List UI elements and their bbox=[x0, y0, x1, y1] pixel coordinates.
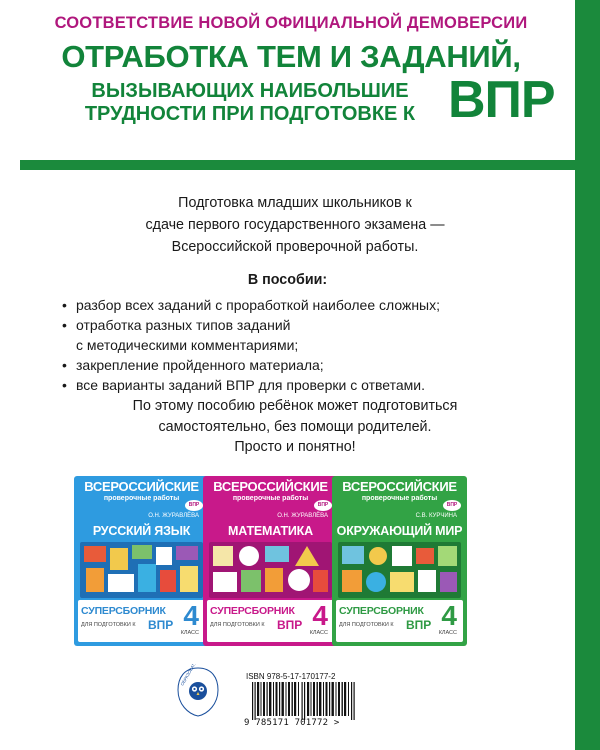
vpr-badge-icon: ВПР bbox=[314, 500, 332, 511]
intro-text bbox=[40, 192, 550, 258]
barcode-icon bbox=[250, 682, 358, 720]
vpr-badge-icon: ВПР bbox=[443, 500, 461, 511]
book-grade-number: 4 bbox=[183, 600, 199, 631]
book-series-title: ВСЕРОССИЙСКИЕ bbox=[84, 479, 199, 494]
bullet-icon: • bbox=[62, 357, 67, 373]
book-grade-number: 4 bbox=[312, 600, 328, 631]
book-grade-label: КЛАСС bbox=[438, 630, 457, 636]
book-prep-label: ДЛЯ ПОДГОТОВКИ К bbox=[210, 622, 265, 628]
book-title: РУССКИЙ ЯЗЫК bbox=[92, 524, 191, 538]
book-author: О.Н. ЖУРАВЛЁВА bbox=[148, 513, 199, 519]
book-series-subtitle: проверочные работы bbox=[361, 495, 438, 502]
list-item bbox=[62, 375, 562, 395]
list-item-text: отработка разных типов заданий bbox=[76, 317, 291, 333]
book-illustration-icon bbox=[338, 542, 461, 598]
list-item-text: все варианты заданий ВПР для проверки с ответами. bbox=[76, 377, 425, 393]
book-prep-label: ДЛЯ ПОДГОТОВКИ К bbox=[81, 622, 136, 628]
book-footer bbox=[207, 600, 334, 642]
book-exam-label: ВПР bbox=[277, 618, 303, 632]
list-item bbox=[62, 355, 562, 375]
book-illustration-icon bbox=[80, 542, 203, 598]
list-item-continuation bbox=[62, 335, 562, 355]
isbn-label: ISBN 978-5-17-170177-2 bbox=[246, 672, 336, 681]
book-cover-russian bbox=[74, 476, 209, 646]
book-cover-world bbox=[332, 476, 467, 646]
book-series-title: ВСЕРОССИЙСКИЕ bbox=[342, 479, 457, 494]
book-series-subtitle: проверочные работы bbox=[103, 495, 180, 502]
barcode-number: 9 785171 701772 > bbox=[244, 718, 340, 728]
outro-line: самостоятельно, без помощи родителей. bbox=[158, 418, 432, 435]
green-spine-stripe bbox=[575, 0, 600, 750]
intro-line: Подготовка младших школьников к bbox=[178, 195, 412, 211]
book-series-subtitle: проверочные работы bbox=[232, 495, 309, 502]
outro-line: По этому пособию ребёнок может подготовиться bbox=[132, 398, 458, 414]
book-title: ОКРУЖАЮЩИЙ МИР bbox=[336, 524, 463, 538]
book-author: О.Н. ЖУРАВЛЁВА bbox=[277, 513, 328, 519]
book-exam-label: ВПР bbox=[148, 618, 174, 632]
green-divider-band bbox=[20, 160, 575, 170]
book-prep-label: ДЛЯ ПОДГОТОВКИ К bbox=[339, 622, 394, 628]
book-footer bbox=[78, 600, 205, 642]
publisher-logo bbox=[174, 664, 222, 720]
list-item-text: закрепление пройденного материала; bbox=[76, 357, 324, 373]
book-grade-label: КЛАСС bbox=[309, 630, 328, 636]
book-collection-label: СУПЕРСБОРНИК bbox=[210, 605, 295, 617]
isbn-block bbox=[244, 672, 366, 730]
bullet-icon: • bbox=[62, 317, 67, 333]
vpr-big-label: ВПР bbox=[448, 71, 555, 129]
subtitle-line-1: ВЫЗЫВАЮЩИХ НАИБОЛЬШИЕ bbox=[91, 80, 409, 102]
book-grade-number: 4 bbox=[441, 600, 457, 631]
owl-logo-icon bbox=[174, 664, 222, 720]
book-author: С.В. КУРЧИНА bbox=[415, 513, 457, 519]
intro-line: Всероссийской проверочной работы. bbox=[171, 239, 419, 255]
book-series-row bbox=[60, 476, 540, 646]
bullet-icon: • bbox=[62, 377, 67, 393]
list-item-text: разбор всех заданий с проработкой наиболее сложных; bbox=[76, 297, 440, 313]
outro-line: Просто и понятно! bbox=[234, 439, 356, 455]
demo-version-line: СООТВЕТСТВИЕ НОВОЙ ОФИЦИАЛЬНОЙ ДЕМОВЕРСИИ bbox=[54, 14, 528, 32]
list-item bbox=[62, 315, 562, 335]
book-collection-label: СУПЕРСБОРНИК bbox=[339, 605, 424, 617]
intro-line: сдаче первого государственного экзамена — bbox=[145, 217, 445, 233]
list-item-text: с методическими комментариями; bbox=[76, 337, 299, 353]
main-title: ОТРАБОТКА ТЕМ И ЗАДАНИЙ, bbox=[61, 39, 521, 74]
book-illustration-icon bbox=[209, 542, 332, 598]
book-exam-label: ВПР bbox=[406, 618, 432, 632]
header bbox=[0, 0, 575, 165]
book-title: МАТЕМАТИКА bbox=[228, 524, 313, 538]
book-grade-label: КЛАСС bbox=[180, 630, 199, 636]
subtitle-line-2: ТРУДНОСТИ ПРИ ПОДГОТОВКЕ К bbox=[84, 103, 416, 125]
book-series-title: ВСЕРОССИЙСКИЕ bbox=[213, 479, 328, 494]
book-footer bbox=[336, 600, 463, 642]
book-collection-label: СУПЕРСБОРНИК bbox=[81, 605, 166, 617]
vpr-badge-icon: ВПР bbox=[185, 500, 203, 511]
features-title: В пособии: bbox=[247, 272, 328, 288]
list-item bbox=[62, 295, 562, 315]
book-cover-math bbox=[203, 476, 338, 646]
bullet-icon: • bbox=[62, 297, 67, 313]
outro-text bbox=[40, 396, 550, 458]
features-list bbox=[62, 295, 562, 395]
